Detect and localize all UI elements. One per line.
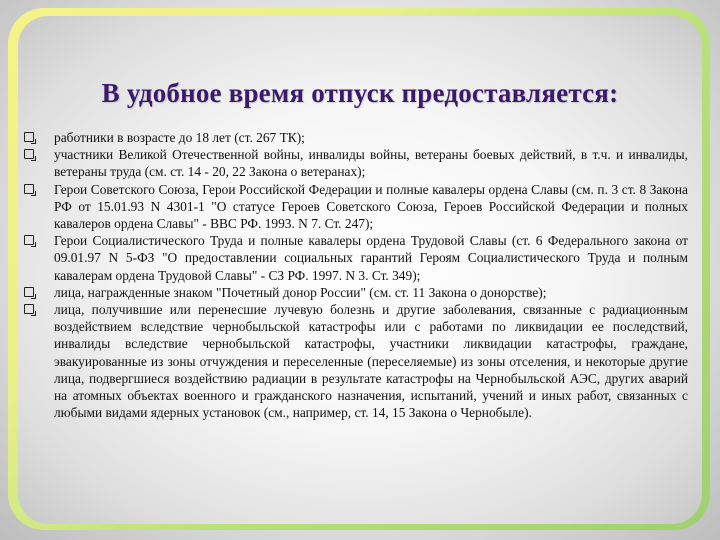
list-item-text: лица, получившие или перенесшие лучевую болезнь и другие заболевания, связанные с радиационным воздействием вследствие чернобыльской катастрофы или с работами по ликвидации ее последствий, инвалиды вследствие чернобыльской катастрофы, участники ликвидации катастрофы, граждане, эвакуированные из зоны отчуждения и переселенные (переселяемые) из зоны отселения, и некоторые другие лица, подвергшиеся воздействию радиации в результате катастрофы на Чернобыльской АЭС, других аварий на атомных объектах военного и гражданского назначения, испытаний, учений и иных работ, связанных с любыми видами ядерных установок (см., например, ст. 14, 15 Закона о Чернобыле). — [54, 302, 688, 421]
list-item-text: Герои Социалистического Труда и полные кавалеры ордена Трудовой Славы (ст. 6 Федерального закона от 09.01.97 N 5-ФЗ "О предоставлении социальных гарантий Героям Социалистического Труда и полным кавалерам ордена Трудовой Славы" - СЗ РФ. 1997. N 3. Ст. 349); — [54, 233, 688, 283]
bullet-list — [24, 129, 688, 421]
checkbox-bullet-icon — [24, 132, 34, 142]
list-item-text: Герои Советского Союза, Герои Российской Федерации и полные кавалеры ордена Славы (см. п. 3 ст. 8 Закона РФ от 15.01.93 N 4301-1 "О статусе Героев Советского Союза, Героев Российской Федерации и полных кавалеров ордена Славы" - ВВС РФ. 1993. N 7. Ст. 247); — [54, 181, 688, 232]
list-item-text: участники Великой Отечественной войны, инвалиды войны, ветераны боевых действий, в т.ч. и инвалиды, ветераны труда (см. ст. 14 - 20, 22 Закона о ветеранах); — [54, 147, 688, 180]
checkbox-bullet-icon — [24, 287, 34, 297]
list-item-text: работники в возрасте до 18 лет (ст. 267 ТК); — [54, 130, 305, 145]
list-item — [24, 284, 688, 301]
list-item — [24, 232, 688, 284]
list-item — [24, 129, 688, 146]
checkbox-bullet-icon — [24, 235, 34, 245]
checkbox-bullet-icon — [24, 304, 34, 314]
checkbox-bullet-icon — [24, 149, 34, 159]
slide-title: В удобное время отпуск предоставляется: — [101, 78, 619, 108]
list-item — [24, 181, 688, 233]
checkbox-bullet-icon — [24, 184, 34, 194]
list-item — [24, 146, 688, 180]
list-item-text: лица, награжденные знаком "Почетный донор России" (см. ст. 11 Закона о донорстве); — [54, 284, 547, 300]
list-item — [24, 301, 688, 421]
